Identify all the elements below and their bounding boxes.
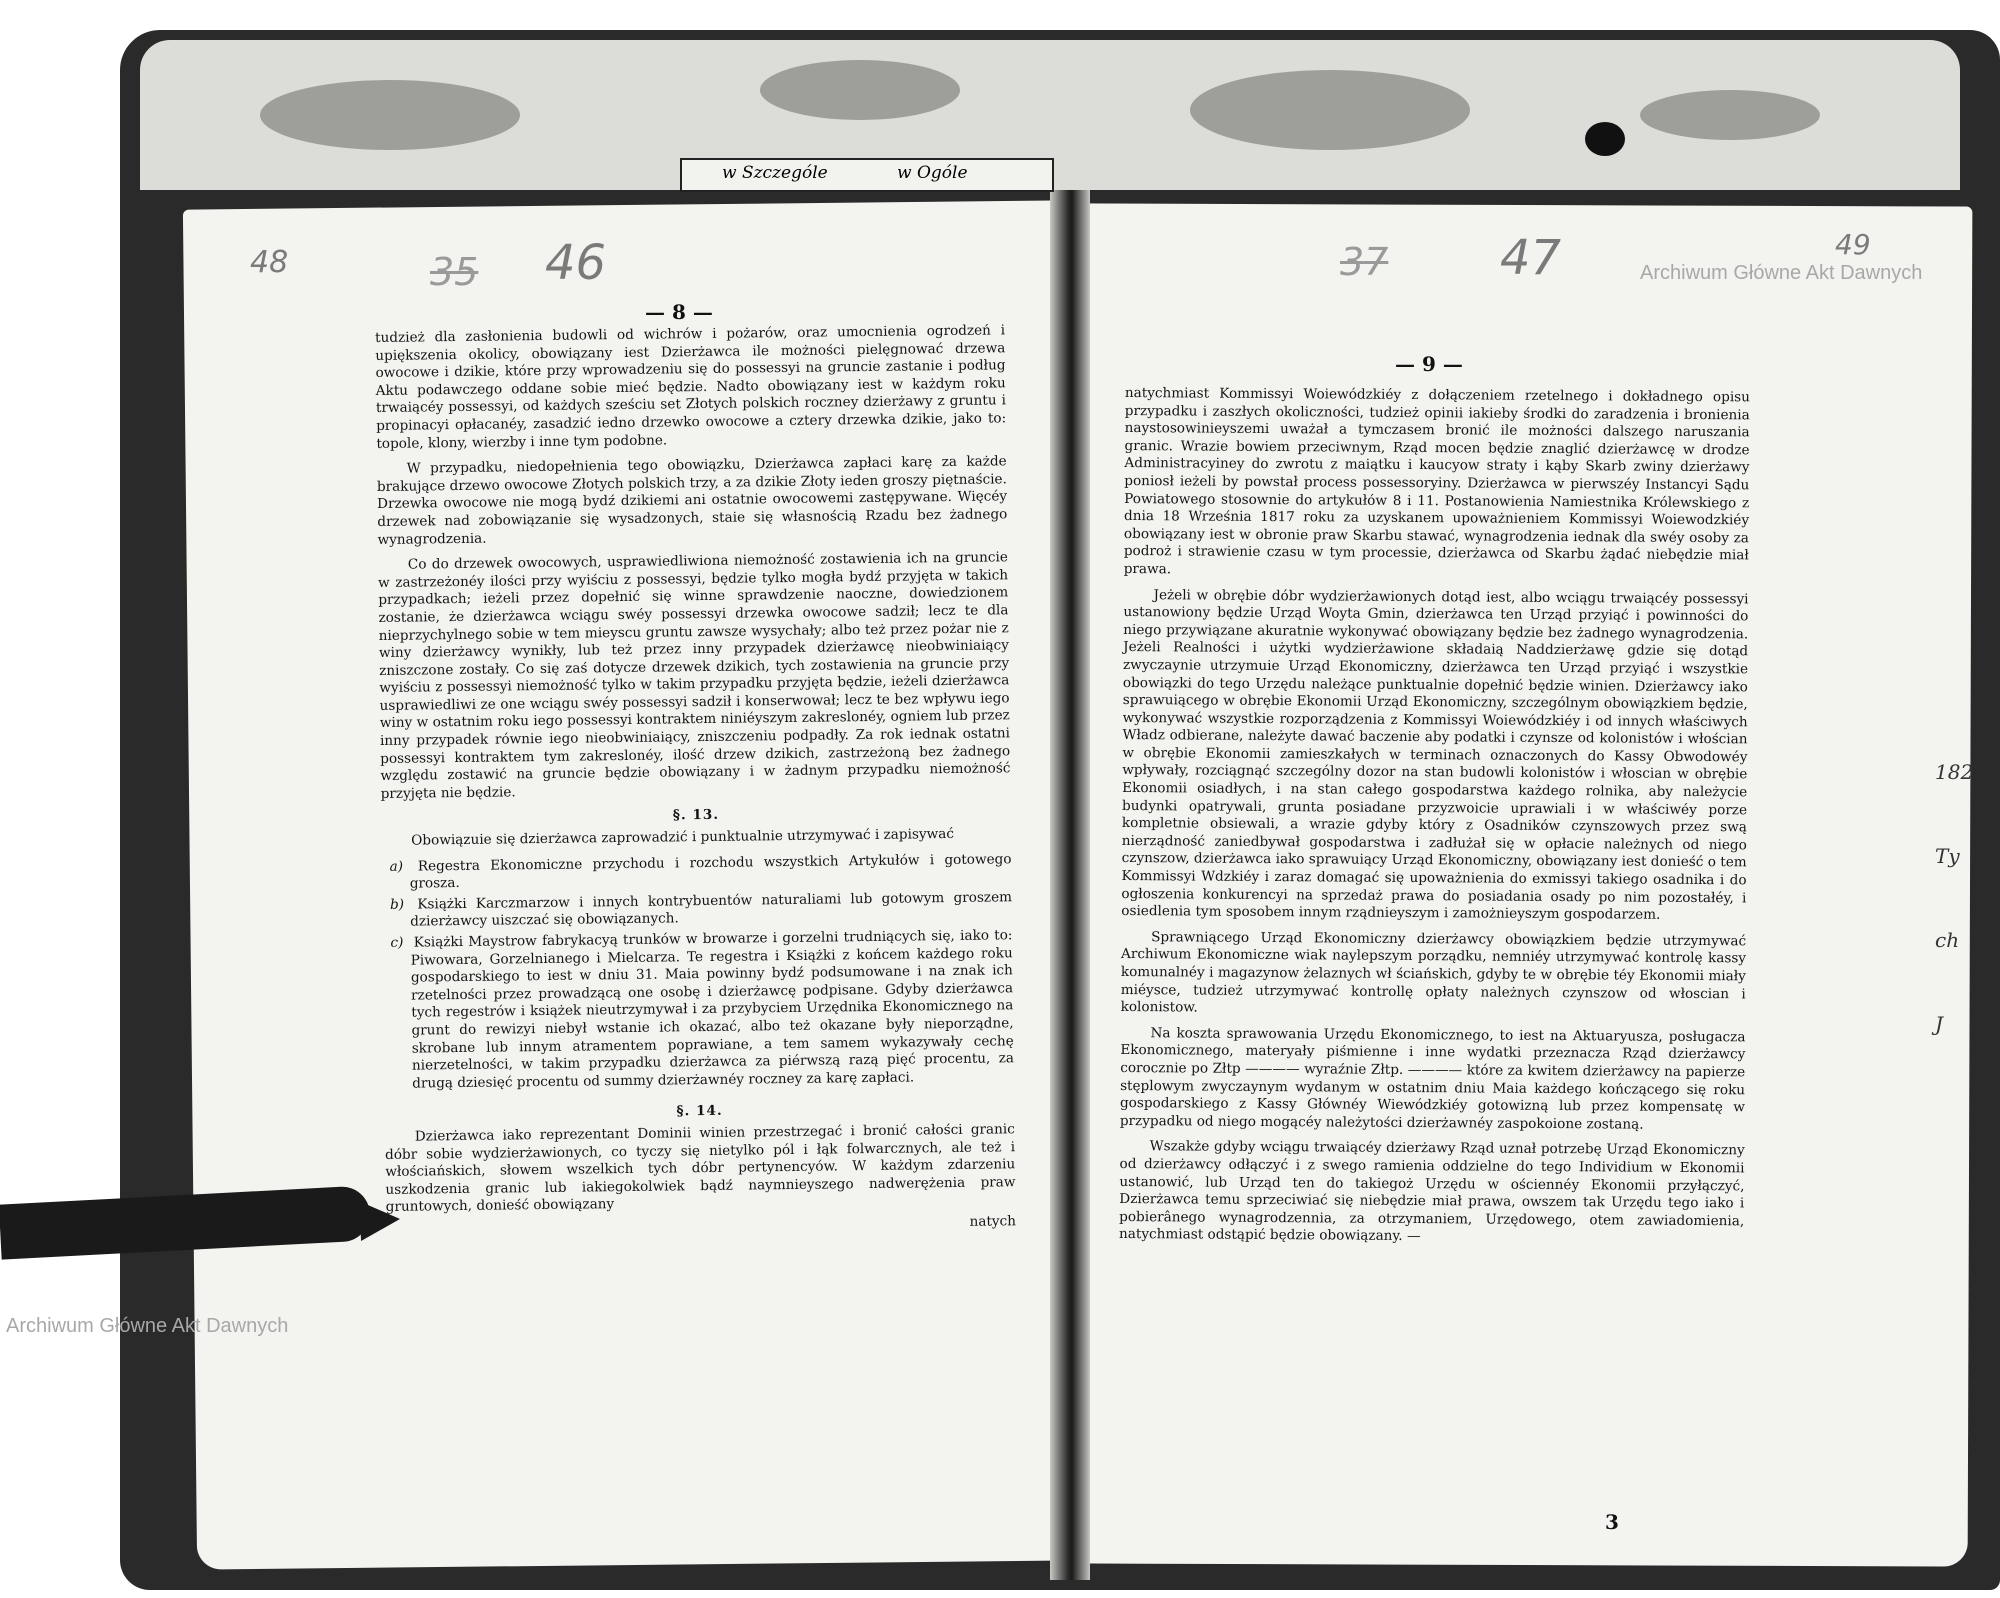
archive-watermark-bottom: Archiwum Główne Akt Dawnych <box>6 1315 289 1337</box>
section-13-intro: Obowiązuie się dzierżawca zaprowadzić i punktualnie utrzymywać i zapisywać <box>411 825 955 849</box>
folio-right-outer: 49 <box>1835 228 1871 261</box>
catchword: natych <box>969 1213 1017 1230</box>
right-paragraph: natychmiast Kommissyi Woiewódzkiéy z dołączeniem rzetelnego i dokładnego opisu przypadku i zaszłych okoliczności, tudzież opinii iakieby środki do zaradzenia i bronienia naystosowinieyszemi uważał a tymczasem bronić ile możności dalszego naruszania granic. Wrazie bowiem przeciwnym, Rząd mocen będzie znaglić dzierżawcę w drodze Administracyiney do zwrotu z maiątku i kaucyow straty i kąby Skarb zwiny dzierżawy poniosł ieżeli by powstał process possessoryiny. Dzierżawca w pierwszéy Instancyi Sądu Powiatowego stosownie do artykułów 8 i 11. Postanowienia Namiestnika Królewskiego z dnia 18 Września 1817 roku za uzyskanem upoważnieniem Kommissyi Woiewodzkiéy obowiązany iest w obronie praw Skarbu stawać, wynagrodzenia iednak dla swéy osoby za podroż i strawienie czasu w tym processie, dzierżawca od Skarbu żądać niebędzie miał prawa. <box>1123 385 1750 578</box>
label-left: w Szczególe <box>722 163 828 183</box>
margin-note: J <box>1935 1012 1944 1036</box>
margin-notes <box>1935 760 1990 1096</box>
left-paragraph: Co do drzewek owocowych, usprawiedliwiona niemożność zostawienia ich na gruncie w zastrzeżonéy ilości przy wyiściu z possessyi, będzie tylko mogła bydź przyjęta w takich przypadkach; ieżeli przez dopełnić się winne sprawdzenie naoczne, dowiedzionem zostanie, że dzierżawca wciągu swéy possessyi drzewka owocowe sadził; lecz te dla nieprzychylnego sobie w tem mieyscu gruntu zawsze wysychały; albo też przez pożar nie z winy dzierżawcy wynikły, lub też przez inny przypadek dzierżawcę nieobwiniaiący zniszczone zostały. Co się zaś dotycze drzewek dzikich, tych zostawienia na gruncie przy wyiściu z possessyi niemożność tylko w takim przypadku przyjęta będzie, ieżeli dzierżawca usprawiedliwi ze one wciągu swéy possessyi sadził i konserwował; lecz te bez wpływu iego winy w ostatnim roku iego possessyi kontraktem niniéyszym zakreslonéy, ogniem lub przez inny przypadek równie iego nieobwiniaiący, zniszczeniu podpadły. Za rok iednak ostatni possessyi kontraktem tym zakreslonéy, ilość drzew dzikich, zastrzeżoną bez żadnego względu zostawić na gruncie będzie obowiązany i w żadnym przypadku niemożność przyjęta nie będzie. <box>377 549 1011 802</box>
ink-blot <box>1585 122 1625 156</box>
folio-left-main: 46 <box>545 235 607 291</box>
folio-right-struck: 37 <box>1340 240 1389 284</box>
item-text: Książki Maystrow fabrykacyą trunków w browarze i gorzelni trudniących się, iako to: Piwowara, Gorzelnianego i Mielcarza. Te regestra i Książki z końcem każdego roku gospodarskiego to iest w dniu 31. Maia powinny bydź podsumowane i na znak ich rzetelności przez prowadzącą one osobę i dzierżawcę podpisane. Gdyby dzierżawca tych regestrów i książek nieutrzymywał i za przybyciem Urzędnika Ekonomicznego na grunt do rewizyi niebył wstanie ich okazać, albo też okazane były nieporządne, skrobane lub innym atramentem poprawiane, a tem samem wykazywały cechę nierzetelności, w takim przypadku dzierżawca za piérwszą razą pięć procentu, za drugą dziesięć procentu od summy dzierżawnéy roczney za karę zapłaci. <box>410 927 1015 1092</box>
left-page-number: — 8 — <box>645 300 713 324</box>
item-text: Regestra Ekonomiczne przychodu i rozchodu wszystkich Artykułów i gotowego grosza. <box>409 850 1012 892</box>
section-14-text: Dzierżawca iako reprezentant Dominii winien przestrzegać i bronić całości granic dóbr sobie wydzierżawionych, co tyczy się nietylko pól i łąk folwarcznych, ale też i włościańskich, słowem wszelkich tych dóbr pertynencyów. W każdym zdarzeniu uszkodzenia granic lub iakiegokolwiek bądź naymnieyszego nadwerężenia praw gruntowych, donieść obowiązany <box>384 1121 1016 1216</box>
label-right: w Ogóle <box>897 163 968 183</box>
right-page-number: — 9 — <box>1395 352 1463 376</box>
right-page-text <box>1119 385 1750 1256</box>
header-label-strip <box>680 158 1054 192</box>
right-paragraph: Na koszta sprawowania Urzędu Ekonomicznego, to iest na Aktuaryusza, posługacza Ekonomicznego, materyały piśmienne i inne wydatki przeznacza Rząd dzierżawcy corocznie po Złtp ———— wyraźnie Złtp. ———— które za kwitem dzierżawcy na papierze stęplowym zwyczaynym wydanym w ostatnim dniu Maia każdego kończącego się roku gospodarskiego z Kassy Głównéy Wiewódzkiéy gotowizną lub przez kompensatę w przypadku od niego mogącéy należytości dzierżawnéy zaspokoione zostaną. <box>1119 1024 1746 1133</box>
folio-right-main: 47 <box>1500 230 1562 286</box>
folio-left-struck: 35 <box>430 250 479 294</box>
archive-watermark-top: Archiwum Główne Akt Dawnych <box>1640 262 1923 284</box>
section-13-item <box>382 927 1014 1093</box>
sheet-signature: 3 <box>1605 1510 1619 1534</box>
left-paragraph: W przypadku, niedopełnienia tego obowiązku, Dzierżawca zapłaci karę za każde brakujące drzewo owocowe Złotych polskich trzy, a za dzikie Złoty ieden groszy piętnaście. Drzewka owocowe nie mogą bydź dzikiemi ani ostatnie owocowemi zastępywane. Więcéy drzewek nad zobowiązanie się wysadzonych, staie się własnością Rzadu bez żadnego wynagrodzenia. <box>376 453 1008 548</box>
folio-left-outer: 48 <box>250 245 289 280</box>
section-13-item <box>381 851 1011 894</box>
margin-note: Ty <box>1935 844 1960 868</box>
margin-note: ch <box>1935 928 1960 952</box>
pencil-tip <box>359 1199 401 1241</box>
book-gutter <box>1050 190 1090 1580</box>
section-13-item <box>382 889 1012 932</box>
right-paragraph: Sprawniącego Urząd Ekonomiczny dzierżawcy obowiązkiem będzie utrzymywać Archiwum Ekonomiczne wiak naylepszym porządku, nemniéy utrzymywać kontrolę kassy komunalnéy i magazynow żelaznych wł ściańskich, gdyby te w obrębie téy Ekonomii miały miéysce, tudzież utrzymywać kontrollę opłaty należnych czynszow od włoscian i kolonistow. <box>1120 929 1747 1016</box>
right-paragraph: Wszakże gdyby wciągu trwaiącéy dzierżawy Rząd uznał potrzebę Urząd Ekonomiczny od dzierżawcy odłączyć i z swego ramienia oddzielne do tego Individium w Ekonomii ustanowić, lub Urząd ten do takiegoż Urzędu w ościennéy Ekonomii przyłączyć, Dzierżawca temu sprzeciwiać się niebędzie miał prawa, owszem tak Urzędu tego iako i pobierânego wynagrodzennia, za otrzymaniem, Urzędowego, otem zawiadomienia, natychmiast odstąpić będzie obowiązany. — <box>1119 1138 1745 1245</box>
item-label: a) <box>389 858 404 875</box>
margin-note: 182 <box>1935 760 1974 784</box>
item-label: c) <box>390 934 404 951</box>
right-paragraph: Jeżeli w obrębie dóbr wydzierżawionych dotąd iest, albo wciągu trwaiącéy possessyi ustanowiony będzie Urząd Woyta Gmin, dzierżawca ten Urząd przyiąć i powinności do niego przywiązane akuratnie wykonywać obowiązany będzie bez żadnego wynagrodzenia. Jeżeli Realności i użytki wydzierżawione składaią Naddzierżawę gdzie się dotąd zwyczaynie utrzymuie Urząd Ekonomiczny, dzierżawca ten Urząd przyiąć i wszystkie obowiązki do tego Urzędu należące punktualnie dopełnić będzie winien. Dzierżawcy iako sprawuiącego w obrębie Ekonomii Urząd Ekonomiczny, szczególnym obowiązkiem będzie, wykonywać wszystkie rozporządzenia z Kommissyi Woiewódzkiéy i od innych właściwych Władz odbierane, należyte dawać baczenie aby podatki i czynsze od kolonistów i włościan w obrębie Ekonomii zamieszkałych w terminach oznaczonych do Kassy Obwodowéy wpływały, rozciągnąć szczególny dozor na stan budowli kolonistów i włoscian w obrębie Ekonomii osiadłych, i na stan całego gospodarstwa każdego rolnika, aby należycie budynki opatrywali, grunta posiadane przyzwoicie uprawiali i w właściwéy porze kompletnie obsiewali, a wrazie gdyby który z Osadników czynszowych przez swą nierządność zaniedbywał gospodarstwa i zadłużał się w opłacie należnych od niego czynszow, dzierżawca iako sprawuiący Urząd Ekonomiczny, obowiązany iest donieść o tem Kommissyi Wdzkiéy i zaraz domagać się upoważnienia do exmissyi takiego osadnika i do ogłoszenia konkurencyi na sprzedaż prawa do posiadania osady po nim pozostałéy, i osiedlenia tym sposobem innym rządnieyszym i zamożnieyszym gospodarzem. <box>1121 586 1749 923</box>
left-page-text <box>375 322 1016 1238</box>
item-text: Książki Karczmarzow i innych kontrybuentów naturaliami lub gotowym groszem dzierżawcy uiszczać się obowiązanych. <box>410 889 1013 931</box>
section-14-title: §. 14. <box>676 1103 723 1120</box>
item-label: b) <box>389 896 405 913</box>
left-paragraph: tudzież dla zasłonienia budowli od wichrów i pożarów, oraz umocnienia ogrodzeń i upiększenia okolicy, obowiązany iest Dzierżawca ile możności pielęgnować drzewa owocowe i dzikie, które przy wprowadzeniu się do possessyi na gruncie zastanie i podług Aktu podawczego oddane sobie mieć będzie. Nadto obowiązany iest w każdym roku trwaiącéy possessyi, od każdych sześciu set Złotych polskich roczney dzierżawy z gruntu i propinacyi opłacanéy, zasadzić iedno drzewko owocowe a cztery drzewka dzikie, jako to: topole, klony, wierzby i inne tym podobne. <box>375 322 1007 452</box>
section-13-title: §. 13. <box>672 807 720 824</box>
